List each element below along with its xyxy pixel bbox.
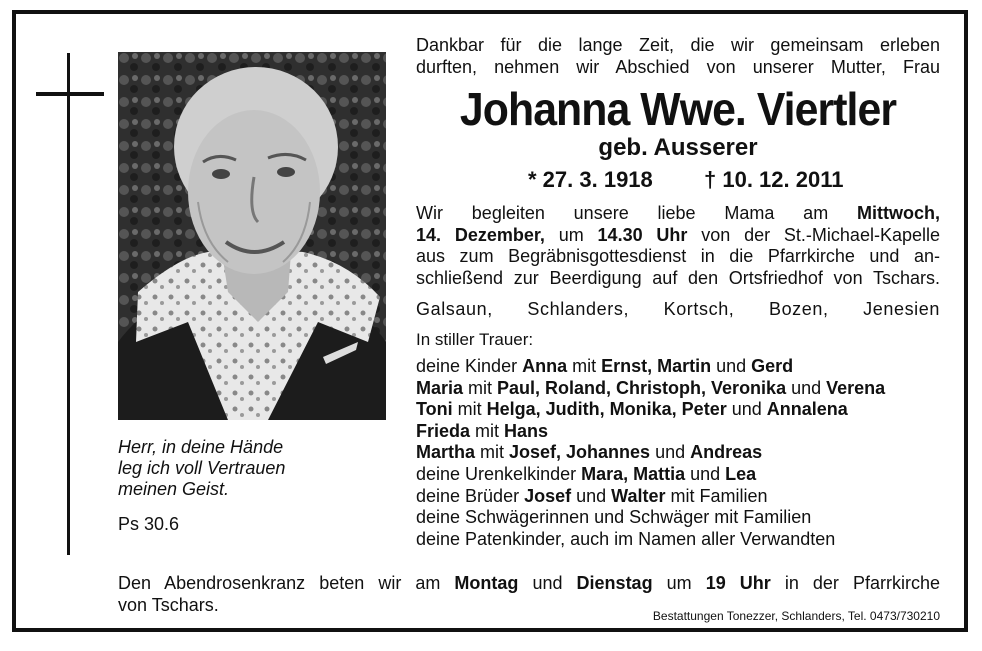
psalm-reference: Ps 30.6: [118, 514, 180, 534]
mourner-row: Maria mit Paul, Roland, Christoph, Veronika und Verena: [416, 377, 886, 398]
intro-text: [416, 35, 940, 78]
rosary-line: Den Abendrosenkranz beten wir am Montag und Dienstag um 19 Uhr in der Pfarrkirche: [118, 573, 940, 593]
portrait-photo: [118, 52, 386, 420]
intro-line: durften, nehmen wir Abschied von unserer Mutter, Frau: [416, 56, 940, 77]
portrait-image: [118, 52, 386, 420]
intro-line: Dankbar für die lange Zeit, die wir gemeinsam erleben: [416, 35, 940, 55]
funeral-line: schließend zur Beerdigung auf den Ortsfriedhof von Tschars.: [416, 267, 940, 288]
psalm-quote: [118, 437, 338, 500]
funeral-line: Wir begleiten unsere liebe Mama am Mittwoch,: [416, 203, 940, 223]
mourning-heading: In stiller Trauer:: [416, 330, 534, 349]
mourner-row: Toni mit Helga, Judith, Monika, Peter und Annalena: [416, 399, 848, 420]
mourners-list: [416, 356, 940, 550]
psalm-line: meinen Geist.: [118, 479, 230, 499]
funeral-details: [416, 203, 940, 289]
psalm-line: leg ich voll Vertrauen: [118, 458, 286, 478]
mourner-row: deine Urenkelkinder Mara, Mattia und Lea: [416, 463, 757, 484]
funeral-home-credit: Bestattungen Tonezzer, Schlanders, Tel. 0473/730210: [652, 609, 940, 623]
mourner-row: deine Patenkinder, auch im Namen aller Verwandten: [416, 528, 836, 549]
mourner-row: deine Brüder Josef und Walter mit Familien: [416, 485, 768, 506]
rosary-line: von Tschars.: [118, 594, 219, 615]
mourner-row: deine Kinder Anna mit Ernst, Martin und Gerd: [416, 356, 794, 376]
deceased-name: Johanna Wwe. Viertler: [459, 83, 897, 135]
mourner-row: Martha mit Josef, Johannes und Andreas: [416, 442, 763, 463]
cross-icon: [67, 53, 70, 555]
mourner-row: deine Schwägerinnen und Schwäger mit Familien: [416, 507, 812, 528]
birth-date: * 27. 3. 1918: [528, 167, 653, 192]
places-list: Galsaun, Schlanders, Kortsch, Bozen, Jenesien: [416, 299, 940, 319]
cross-icon-bar: [36, 92, 104, 96]
psalm-line: Herr, in deine Hände: [118, 437, 284, 457]
mourner-row: Frieda mit Hans: [416, 420, 549, 441]
death-date: † 10. 12. 2011: [704, 167, 844, 192]
funeral-line: 14. Dezember, um 14.30 Uhr von der St.-Michael-Kapelle: [416, 224, 940, 245]
birth-name: geb. Ausserer: [598, 134, 758, 161]
funeral-line: aus zum Begräbnisgottesdienst in die Pfarrkirche und an-: [416, 246, 940, 267]
